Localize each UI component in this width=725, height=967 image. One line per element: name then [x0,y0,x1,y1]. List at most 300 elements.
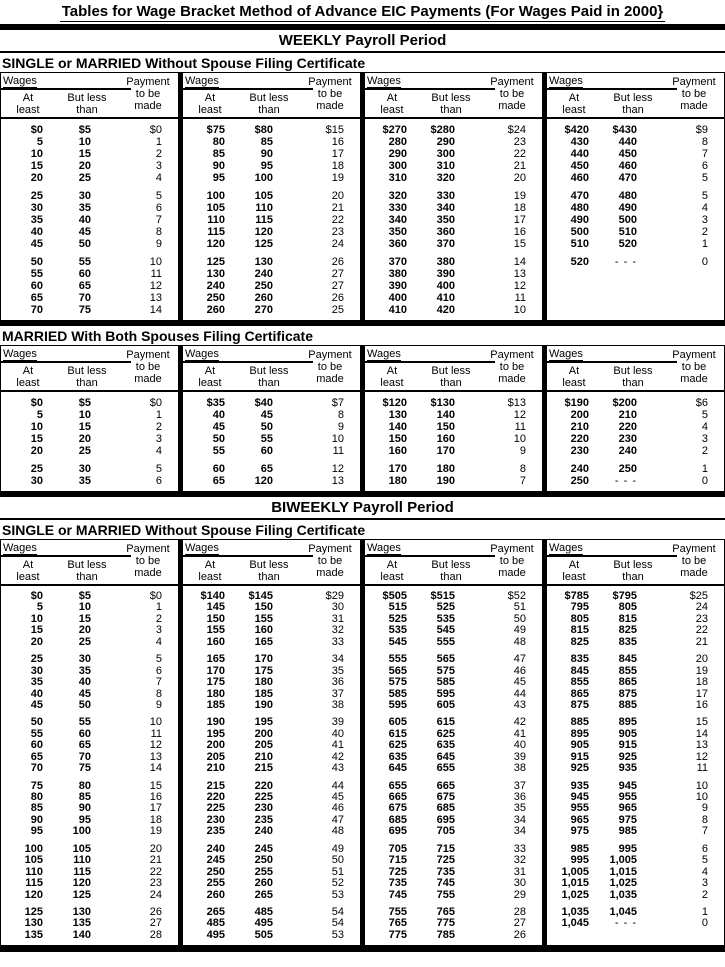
at-least-cell: 110 [207,214,225,226]
at-least-cell: 220 [206,791,225,803]
wage-row [547,890,724,901]
wages-label: Wages [1,75,131,90]
at-least-header: At least [562,559,586,583]
but-less-cell: 140 [72,928,91,941]
but-less-header: But less than [249,559,289,583]
payment-cell: 10 [331,433,344,445]
but-less-cell: 240 [618,445,637,457]
but-less-cell: 615 [436,716,455,729]
at-least-cell: 310 [388,172,407,184]
at-least-cell: 100 [24,842,43,855]
at-least-cell: 175 [206,676,225,689]
wage-row [365,855,542,866]
wages-label: Wages [365,542,495,557]
payment-cell: 4 [701,421,708,433]
payment-cell: 29 [513,888,526,901]
but-less-cell: $145 [248,590,273,602]
but-less-cell: 725 [436,854,455,867]
payment-cell: 20 [695,653,708,666]
column-group-header [547,540,724,586]
wage-row [365,878,542,889]
payment-cell: 2 [701,226,708,238]
wage-row [365,397,542,409]
but-less-cell: 270 [254,304,273,316]
wage-row [365,826,542,837]
payment-cell: $0 [149,397,162,409]
at-least-header: At least [562,92,586,116]
payment-cell: 8 [701,813,708,826]
but-less-cell: 65 [78,739,91,752]
wage-row [365,238,542,250]
wage-row [365,124,542,136]
wage-row [183,238,360,250]
payment-cell: 18 [331,160,344,172]
at-least-cell: 265 [206,905,225,918]
at-least-cell: 510 [570,238,589,250]
wage-row [547,214,724,226]
wage-row [365,280,542,292]
but-less-cell: 60 [260,445,273,457]
wage-row [183,124,360,136]
payment-cell: 49 [331,842,344,855]
wages-label: Wages [1,542,131,557]
payment-cell: 9 [701,802,708,815]
but-less-cell: 130 [72,905,91,918]
wages-label: Wages [547,75,677,90]
but-less-cell: 60 [78,727,91,740]
but-less-cell: 290 [436,136,455,148]
but-less-cell: 450 [618,148,637,160]
wage-row [183,292,360,304]
but-less-cell: 440 [618,136,637,148]
at-least-cell: 160 [206,635,225,648]
but-less-cell: 50 [78,698,91,711]
wage-group-body [547,119,724,272]
but-less-cell: 65 [260,463,273,475]
at-least-cell: 15 [30,160,43,172]
payment-header: Payment to be made [308,349,352,385]
payment-cell: $9 [695,124,708,136]
wage-row [183,826,360,837]
payment-cell: 51 [513,601,526,614]
column-group-header [1,346,178,392]
payment-cell: 39 [331,716,344,729]
but-less-cell: 115 [73,865,91,878]
at-least-cell: 695 [388,825,407,838]
at-least-cell: 120 [206,238,225,250]
wage-row-block [365,463,542,487]
at-least-cell: 115 [207,226,225,238]
wage-row [365,463,542,475]
but-less-cell: 55 [78,256,91,268]
at-least-cell: 525 [388,612,407,625]
wage-group [542,346,724,491]
wage-row [183,280,360,292]
payment-cell: 13 [149,750,162,763]
wage-row [547,445,724,457]
payment-cell: 51 [331,865,344,878]
payment-cell: 2 [701,445,708,457]
payment-cell: 41 [513,727,526,740]
at-least-cell: 865 [570,687,589,700]
wages-label: Wages [547,542,677,557]
column-group-header [547,73,724,119]
at-least-cell: 180 [388,475,407,487]
at-least-cell: 95 [30,825,43,838]
payment-cell: 24 [695,601,708,614]
at-least-cell: 25 [30,653,43,666]
wage-row [365,172,542,184]
payment-cell: 32 [513,854,526,867]
payment-cell: 10 [513,433,526,445]
payment-cell: 26 [331,292,344,304]
at-least-cell: 20 [30,445,43,457]
at-least-cell: 745 [388,888,407,901]
but-less-cell: 130 [254,256,273,268]
wage-row [183,136,360,148]
payment-cell: 1 [701,905,708,918]
at-least-cell: 915 [570,750,589,763]
wage-row [1,433,178,445]
wage-row [547,433,724,445]
wage-row [365,304,542,316]
payment-cell: 53 [331,888,344,901]
payment-cell: 3 [155,433,162,445]
but-less-header: But less than [431,365,471,389]
section-title-weekly-single: SINGLE or MARRIED Without Spouse Filing Certificate [0,53,725,73]
payment-cell: 15 [695,716,708,729]
at-least-cell: 675 [388,802,407,815]
but-less-cell: 510 [618,226,637,238]
payment-cell: 16 [331,136,344,148]
payment-cell: 24 [149,888,162,901]
wage-row [365,433,542,445]
but-less-cell: 685 [436,802,455,815]
at-least-cell: 200 [570,409,589,421]
wage-row [547,463,724,475]
but-less-cell: 120 [72,877,91,890]
but-less-cell: 370 [436,238,455,250]
wage-group-body [365,392,542,491]
at-least-cell: 65 [212,475,225,487]
at-least-cell: 85 [212,148,225,160]
at-least-cell: $0 [30,124,43,136]
but-less-cell: 805 [618,601,637,614]
but-less-cell: 125 [72,888,91,901]
but-less-cell: 35 [78,475,91,487]
payment-cell: 10 [695,779,708,792]
at-least-cell: 35 [30,676,43,689]
section-divider [0,945,725,952]
at-least-cell: 380 [388,268,407,280]
wage-row [183,890,360,901]
but-less-cell: 410 [436,292,455,304]
but-less-cell: 10 [78,136,91,148]
but-less-cell: 35 [78,664,91,677]
but-less-cell: 785 [436,928,455,941]
at-least-cell: 190 [206,716,225,729]
but-less-cell: 745 [436,877,455,890]
wage-row [1,421,178,433]
payment-cell: 12 [513,280,526,292]
payment-cell: 1 [155,601,162,614]
but-less-header: But less than [613,559,653,583]
wage-row [183,148,360,160]
at-least-cell: 105 [24,854,43,867]
at-least-cell: 60 [30,739,43,752]
at-least-cell: 45 [212,421,225,433]
payment-cell: 24 [331,238,344,250]
payment-header: Payment to be made [672,76,716,112]
at-least-cell: 30 [30,664,43,677]
but-less-cell: 765 [436,905,455,918]
wage-row [1,763,178,774]
but-less-cell: 525 [436,601,455,614]
at-least-cell: $120 [382,397,407,409]
at-least-cell: 250 [206,865,225,878]
but-less-cell: 220 [254,779,273,792]
payment-cell: 47 [513,653,526,666]
but-less-cell: 520 [618,238,637,250]
at-least-header: At least [380,559,404,583]
at-least-cell: 50 [30,256,43,268]
but-less-cell: 975 [618,813,637,826]
wage-row [183,878,360,889]
at-least-cell: 50 [212,433,225,445]
payment-cell: 47 [331,813,344,826]
column-group-header [1,73,178,119]
at-least-cell: 150 [206,612,225,625]
payment-cell: 18 [149,813,162,826]
at-least-cell: 450 [570,160,589,172]
but-less-cell: 605 [436,698,455,711]
wage-group [178,346,360,491]
payment-header: Payment to be made [308,76,352,112]
at-least-cell: 480 [570,202,589,214]
payment-cell: 53 [331,928,344,941]
at-least-cell: 400 [388,292,407,304]
wage-row [547,700,724,711]
at-least-cell: 150 [388,433,407,445]
column-group-header [365,540,542,586]
payment-cell: 43 [513,698,526,711]
at-least-cell: 245 [206,854,225,867]
but-less-cell: 45 [78,226,91,238]
payment-cell: 49 [513,624,526,637]
wage-row-block [547,190,724,250]
but-less-cell: 10 [78,601,91,614]
but-less-cell: 70 [78,750,91,763]
at-least-cell: $35 [206,397,225,409]
at-least-header: At least [16,92,40,116]
at-least-cell: 565 [388,664,407,677]
but-less-cell: 25 [78,172,91,184]
payment-cell: 2 [155,612,162,625]
wage-row [1,855,178,866]
payment-cell: 9 [519,445,526,457]
but-less-cell: 225 [254,791,273,803]
wage-row [183,654,360,665]
period-header-weekly: WEEKLY Payroll Period [0,30,725,53]
but-less-cell: 235 [254,813,273,826]
at-least-cell: 230 [570,445,589,457]
payment-cell: 10 [695,791,708,803]
payment-cell: 48 [331,825,344,838]
but-less-cell: 195 [254,716,273,729]
but-less-cell: 470 [618,172,637,184]
at-least-cell: 90 [30,813,43,826]
payment-cell: 23 [149,877,162,890]
wage-row [183,700,360,711]
wage-row-block [365,190,542,250]
at-least-cell: 10 [30,612,43,625]
wage-row [1,397,178,409]
but-less-cell: 310 [436,160,455,172]
payment-cell: 28 [513,905,526,918]
wage-table-weekly-single [0,73,725,320]
payment-cell: 33 [513,842,526,855]
at-least-cell: $0 [30,590,43,602]
but-less-cell: 100 [72,825,91,838]
payment-cell: 1 [701,463,708,475]
wage-row [547,763,724,774]
wage-group [542,73,724,320]
but-less-cell: 885 [618,698,637,711]
wage-row-block [183,463,360,487]
but-less-cell: 25 [78,635,91,648]
payment-cell: 28 [149,928,162,941]
payment-cell: 1 [701,238,708,250]
but-less-cell: 250 [254,280,273,292]
wage-row [183,475,360,487]
at-least-cell: 825 [570,635,589,648]
at-least-cell: 885 [570,716,589,729]
but-less-cell: 875 [618,687,637,700]
at-least-cell: 5 [36,136,43,148]
wages-label: Wages [1,348,131,363]
but-less-cell: 20 [78,433,91,445]
payment-cell: 2 [155,148,162,160]
wage-row [547,826,724,837]
at-least-header: At least [562,365,586,389]
section-title-weekly-married: MARRIED With Both Spouses Filing Certificate [0,326,725,346]
at-least-cell: 755 [388,905,407,918]
but-less-cell: 125 [254,238,273,250]
but-less-cell: 105 [72,842,91,855]
wage-row [547,409,724,421]
at-least-cell: 655 [388,779,407,792]
at-least-cell: 25 [30,463,43,475]
wage-row [183,397,360,409]
wage-row-block [547,844,724,901]
but-less-cell: 995 [618,842,637,855]
wage-row-block [365,591,542,648]
payment-cell: 16 [149,791,162,803]
at-least-cell: 125 [24,905,43,918]
payment-cell: 26 [149,905,162,918]
but-less-cell: 165 [254,635,273,648]
wage-group-body [365,119,542,320]
wage-row-block [1,907,178,941]
at-least-cell: 545 [388,635,407,648]
payment-cell: 0 [701,475,708,487]
payment-cell: 44 [513,687,526,700]
payment-cell: 8 [519,463,526,475]
at-least-cell: 5 [36,409,43,421]
but-less-cell: 505 [254,928,273,941]
at-least-cell: 330 [388,202,407,214]
payment-cell: 23 [331,226,344,238]
at-least-cell: 955 [570,802,589,815]
but-less-cell: 320 [436,172,455,184]
payment-cell: 19 [513,190,526,202]
but-less-cell: 380 [436,256,455,268]
at-least-cell: 360 [388,238,407,250]
but-less-cell: 160 [254,624,273,637]
at-least-cell: 45 [30,698,43,711]
payment-cell: 38 [331,698,344,711]
wage-row [547,740,724,751]
wages-label: Wages [183,75,313,90]
payment-cell: 41 [331,739,344,752]
at-least-cell: 535 [388,624,407,637]
but-less-cell: 55 [260,433,273,445]
but-less-cell: 240 [254,825,273,838]
at-least-cell: 140 [388,421,407,433]
but-less-cell: 635 [436,739,455,752]
payment-cell: 17 [149,802,162,815]
payment-cell: 43 [331,762,344,775]
wage-row [1,700,178,711]
payment-cell: 17 [695,687,708,700]
payment-cell: 23 [513,136,526,148]
at-least-cell: 5 [36,601,43,614]
but-less-cell: 865 [618,676,637,689]
at-least-cell: 55 [30,727,43,740]
at-least-cell: 250 [206,292,225,304]
payment-cell: 42 [513,716,526,729]
but-less-cell: 775 [436,917,455,930]
wage-row [547,918,724,929]
but-less-cell: 35 [78,202,91,214]
wage-row [183,677,360,688]
at-least-cell: 815 [570,624,589,637]
but-less-cell: 330 [436,190,455,202]
at-least-cell: 240 [206,842,225,855]
wage-row [1,409,178,421]
payment-header: Payment to be made [126,543,170,579]
wage-group [1,540,178,945]
but-less-cell: 1,045 [609,905,637,918]
but-less-cell: 70 [78,292,91,304]
payment-cell: 11 [332,445,344,457]
payment-header: Payment to be made [672,349,716,385]
wage-row [365,136,542,148]
at-least-cell: 70 [30,304,43,316]
at-least-cell: 205 [206,750,225,763]
at-least-cell: 995 [570,854,589,867]
but-less-cell: 200 [254,727,273,740]
but-less-cell: 85 [78,791,91,803]
but-less-cell: 30 [78,190,91,202]
but-less-cell: $5 [78,590,91,602]
payment-cell: 22 [695,624,708,637]
wage-group-body [183,586,360,945]
payment-cell: 7 [701,148,708,160]
but-less-cell: 95 [78,813,91,826]
at-least-cell: 210 [570,421,589,433]
but-less-cell: 170 [436,445,455,457]
